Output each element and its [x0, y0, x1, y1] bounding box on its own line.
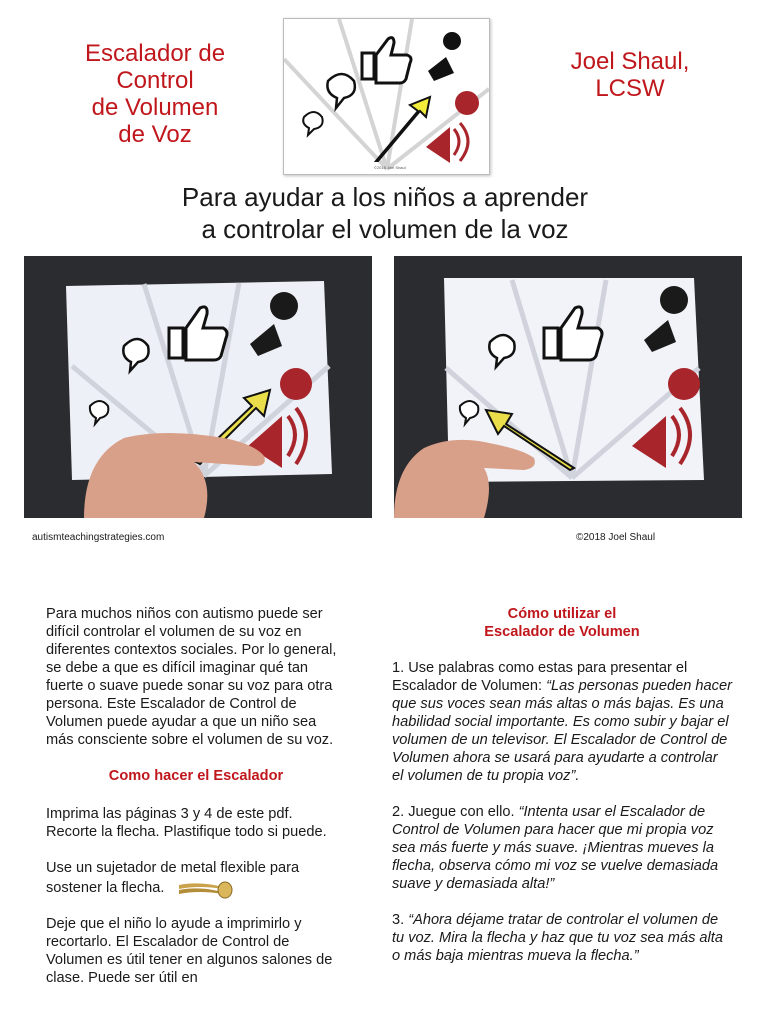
instructions-paragraph-3: Deje que el niño lo ayude a imprimirlo y recortarlo. El Escalador de Control de Volumen es útil tener en algunos salones de clase. Puede ser útil en — [46, 916, 333, 986]
heading-line: Escalador de Volumen — [484, 624, 640, 640]
step-quote: “Ahora déjame tratar de controlar el volumen de tu voz. Mira la flecha y haz que tu voz sea más alta o más baja mientras mueva la flecha.” — [392, 912, 723, 964]
photo-copyright: ©2018 Joel Shaul — [576, 532, 656, 543]
usage-step-3 — [392, 911, 732, 965]
subtitle-line: Para ayudar a los niños a aprender — [181, 182, 589, 212]
title-line: Control — [116, 67, 194, 94]
card-copyright: ©2018 Joel Shaul — [374, 165, 406, 170]
right-column — [392, 605, 732, 983]
volume-scale-illustration — [284, 19, 489, 174]
author-line: Joel Shaul, — [570, 48, 690, 75]
step-quote: “Intenta usar el Escalador de Control de Volumen para hacer que mi propia voz sea más fuerte y más suave. ¡Mientras mueves la flecha, observa cómo mi voz se vuelve demasiada suave y demasiada alta!” — [392, 804, 719, 892]
author-line: LCSW — [595, 75, 665, 102]
photo-scale-loud — [24, 256, 372, 518]
angry-face-icon — [455, 91, 479, 115]
author-name — [545, 48, 715, 102]
instructions-paragraph-1: Imprima las páginas 3 y 4 de este pdf. Recorte la flecha. Plastifique todo si puede. — [46, 806, 327, 840]
section-heading-how-to-make: Como hacer el Escalador — [108, 768, 284, 784]
left-column — [46, 605, 346, 1005]
title-line: Escalador de — [84, 40, 226, 67]
step-quote: “Las personas pueden hacer que sus voces sean más altas o más bajas. Es una habilidad social importante. Es como subir y bajar el volumen de un televisor. El Escalador de Control de Volumen ahora se usará para ayudarte a controlar el volumen de tu propia voz”. — [392, 678, 732, 784]
usage-step-1 — [392, 659, 732, 785]
title-line: de Volumen — [91, 94, 219, 121]
step-text: 3. — [392, 912, 409, 928]
heading-line: Cómo utilizar el — [507, 606, 617, 622]
volume-scale-card-image — [283, 18, 490, 175]
intro-paragraph: Para muchos niños con autismo puede ser difícil controlar el volumen de su voz en diferentes contextos sociales. Por lo general, se debe a que es difícil imaginar qué tan fuerte o suave puede sonar su voz para otra persona. Este Escalador de Control de Volumen puede ayudar a que un niño sea más consciente sobre el volumen de su voz. — [46, 606, 337, 748]
document-title — [40, 40, 270, 148]
photo-scale-quiet — [394, 256, 742, 518]
website-caption: autismteachingstrategies.com — [32, 532, 165, 543]
subtitle-line: a controlar el volumen de la voz — [201, 214, 569, 244]
title-line: de Voz — [118, 121, 192, 148]
section-heading-how-to-use — [392, 605, 732, 641]
step-text: 2. Juegue con ello. — [392, 804, 519, 820]
step-text: 1. Use palabras como estas para presentar el Escalador de Volumen: — [392, 660, 688, 694]
usage-step-2 — [392, 803, 732, 893]
brass-fastener-icon — [175, 877, 237, 899]
page-subtitle — [60, 181, 710, 245]
instructions-text: Use un sujetador de metal flexible para sostener la flecha. — [46, 860, 300, 896]
instructions-paragraph-2 — [46, 859, 346, 899]
